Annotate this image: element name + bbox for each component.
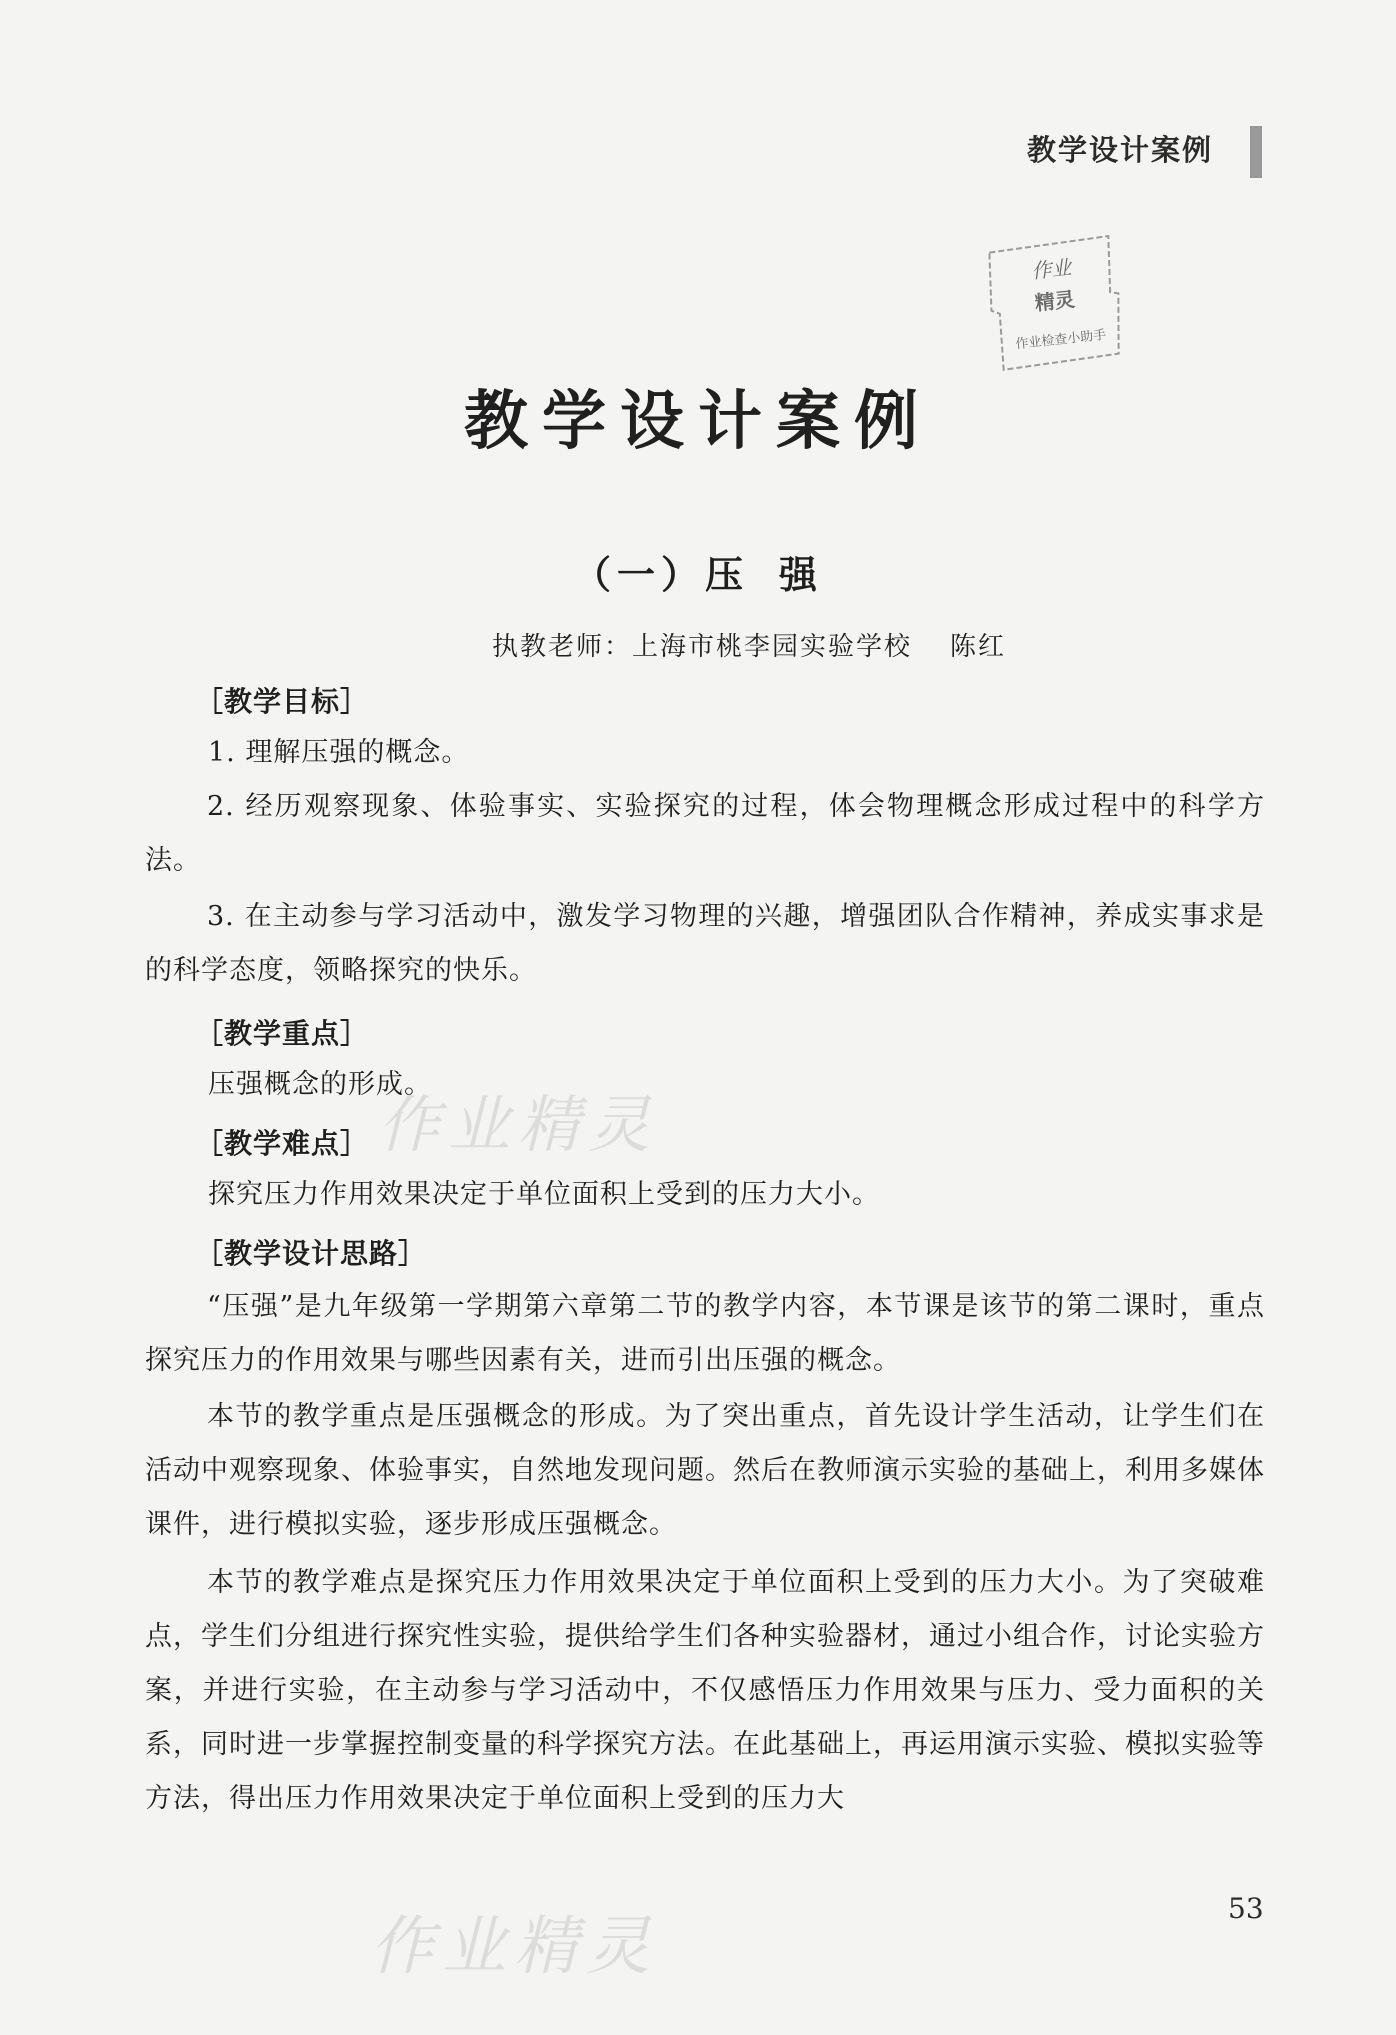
teacher-name: 陈红 [949, 632, 1006, 662]
heading-key: ［教学重点］ [195, 1017, 370, 1050]
section-title [0, 544, 1396, 599]
section-name-b: 强 [779, 552, 824, 597]
key-point: 压强概念的形成。 [208, 1069, 432, 1100]
teacher-line [492, 626, 1006, 663]
goal-item-3: 3. 在主动参与学习活动中，激发学习物理的兴趣，增强团队合作精神，养成实事求是的科学态度，领略探究的快乐。 [145, 901, 1265, 986]
goal-item-1: 1. 理解压强的概念。 [208, 737, 470, 768]
running-header: 教学设计案例 [1026, 133, 1213, 167]
heading-difficult: ［教学难点］ [195, 1127, 370, 1160]
stamp-logo-icon [979, 231, 1132, 375]
teacher-label: 执教老师：上海市桃李园实验学校 [491, 632, 912, 662]
header-side-bar [1250, 126, 1262, 178]
page-number: 53 [1228, 1892, 1264, 1925]
heading-goals: ［教学目标］ [195, 685, 370, 718]
section-number: （一） [572, 552, 705, 597]
design-paragraph-2: 本节的教学重点是压强概念的形成。为了突出重点，首先设计学生活动，让学生们在活动中观察现象、体验事实，自然地发现问题。然后在教师演示实验的基础上，利用多媒体课件，进行模拟实验，逐步形成压强概念。 [145, 1401, 1265, 1540]
page-title: 教学设计案例 [464, 384, 932, 459]
stamp-line1: 作业 [1030, 255, 1073, 284]
stamp-line3: 作业检查小助手 [1014, 327, 1107, 353]
section-name-a: 压 [704, 552, 749, 597]
stamp-line2: 精灵 [1033, 286, 1076, 316]
watermark-bottom: 作业精灵 [370, 1910, 658, 1984]
goal-item-2: 2. 经历观察现象、体验事实、实验探究的过程，体会物理概念形成过程中的科学方法。 [145, 791, 1265, 876]
design-paragraph-1: “压强”是九年级第一学期第六章第二节的教学内容，本节课是该节的第二课时，重点探究压力的作用效果与哪些因素有关，进而引出压强的概念。 [145, 1291, 1265, 1376]
watermark-mid: 作业精灵 [378, 1088, 659, 1161]
heading-design: ［教学设计思路］ [195, 1237, 428, 1270]
difficult-point: 探究压力作用效果决定于单位面积上受到的压力大小。 [208, 1179, 880, 1210]
design-paragraph-3: 本节的教学难点是探究压力作用效果决定于单位面积上受到的压力大小。为了突破难点，学生们分组进行探究性实验，提供给学生们各种实验器材，通过小组合作，讨论实验方案，并进行实验，在主动参与学习活动中，不仅感悟压力作用效果与压力、受力面积的关系，同时进一步掌握控制变量的科学探究方法。在此基础上，再运用演示实验、模拟实验等方法，得出压力作用效果决定于单位面积上受到的压力大 [145, 1567, 1265, 1814]
